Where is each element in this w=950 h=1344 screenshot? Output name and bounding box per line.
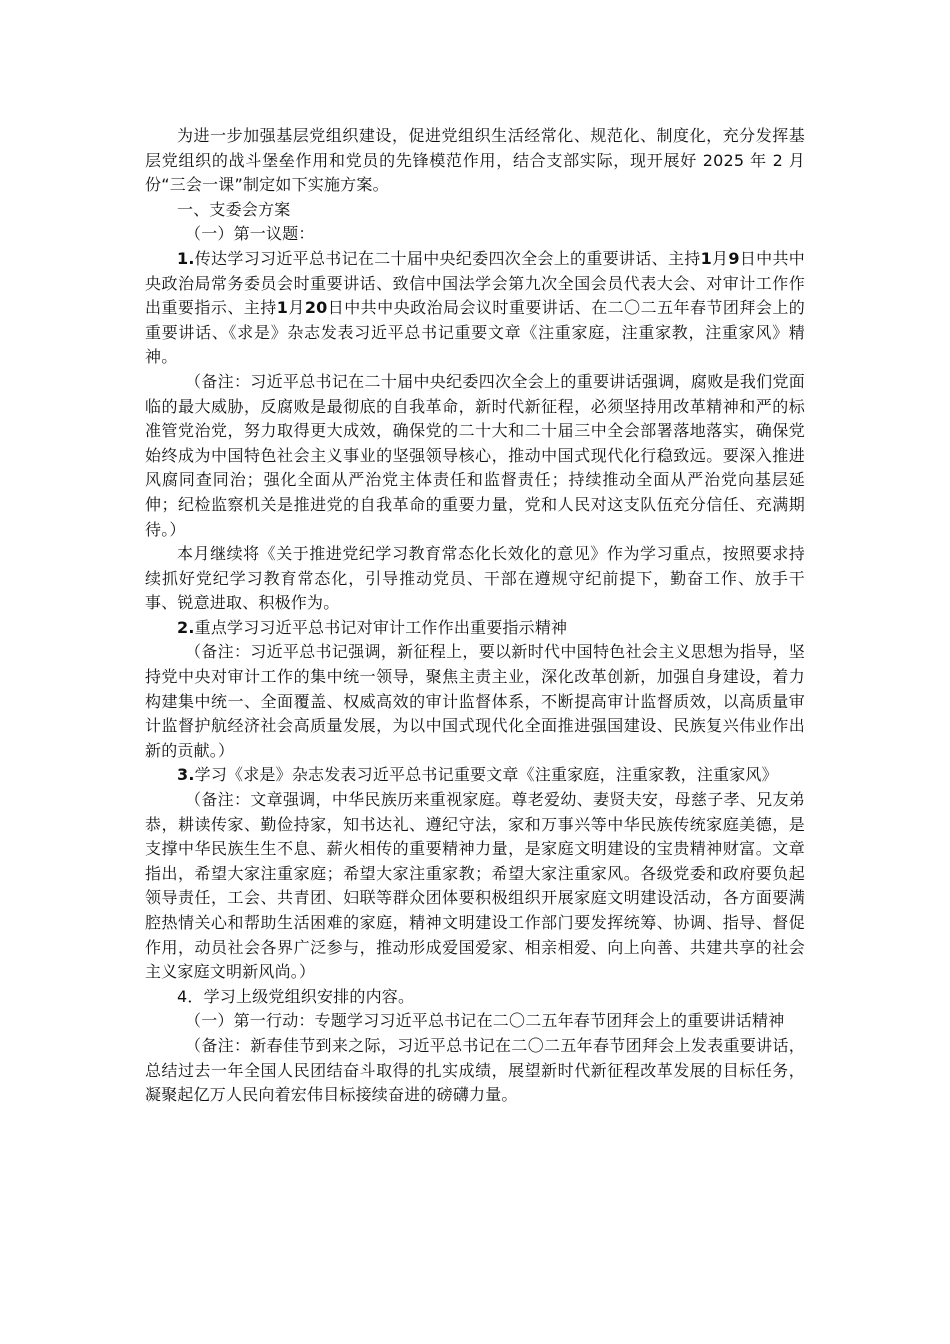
section-heading: 一、支委会方案 <box>177 199 291 219</box>
agenda-heading: （一）第一议题： <box>185 224 315 244</box>
note-4: （备注：新春佳节到来之际，习近平总书记在二〇二五年春节团拜会上发表重要讲话，总结过去一年全国人民团结奋斗取得的扎实成绩，展望新时代新征程改革发展的目标任务，凝聚起亿万人民向着宏伟目标接续奋进的磅礴力量。 <box>145 1035 805 1105</box>
item-1-number: 1. <box>177 248 195 268</box>
item-1-date-4: 20 <box>304 298 328 318</box>
document-body <box>145 124 805 1108</box>
item-3 <box>145 763 805 788</box>
item-1-text-c: 日中共中央政治局常务委员会时重要讲话、致信中国法学会第九次全国会员代表大会、对审计工作作出重要指示、主持 <box>145 248 805 318</box>
note-2: （备注：习近平总书记强调，新征程上，要以新时代中国特色社会主义思想为指导，坚持党中央对审计工作的集中统一领导，聚焦主责主业，深化改革创新，加强自身建设，着力构建集中统一、全面覆盖、权威高效的审计监督体系，不断提高审计监督质效，以高质量审计监督护航经济社会高质量发展，为以中国式现代化全面推进强国建设、民族复兴伟业作出新的贡献。） <box>145 642 805 760</box>
item-2-number: 2. <box>177 617 195 637</box>
item-3-number: 3. <box>177 765 195 785</box>
item-2 <box>145 616 805 641</box>
item-1-date-2: 9 <box>728 248 740 268</box>
item-2-text: 重点学习习近平总书记对审计工作作出重要指示精神 <box>194 617 568 637</box>
item-1-date-1: 1 <box>700 248 712 268</box>
item-4: 4．学习上级党组织安排的内容。 <box>177 986 415 1006</box>
item-1-text-d: 月 <box>288 298 305 318</box>
item-1-date-3: 1 <box>276 298 289 318</box>
item-3-text: 学习《求是》杂志发表习近平总书记重要文章《注重家庭，注重家教，注重家风》 <box>194 765 778 785</box>
item-1-text-b: 月 <box>711 248 729 268</box>
note-3: （备注：文章强调，中华民族历来重视家庭。尊老爱幼、妻贤夫安，母慈子孝、兄友弟恭，耕读传家、勤俭持家，知书达礼、遵纪守法，家和万事兴等中华民族传统家庭美德，是支撑中华民族生生不息、薪火相传的重要精神力量，是家庭文明建设的宝贵精神财富。文章指出，希望大家注重家庭；希望大家注重家教；希望大家注重家风。各级党委和政府要负起领导责任，工会、共青团、妇联等群众团体要积极组织开展家庭文明建设活动，各方面要满腔热情关心和帮助生活困难的家庭，精神文明建设工作部门要发挥统筹、协调、指导、督促作用，动员社会各界广泛参与，推动形成爱国爱家、相亲相爱、向上向善、共建共享的社会主义家庭文明新风尚。） <box>145 790 805 982</box>
intro-paragraph: 为进一步加强基层党组织建设，促进党组织生活经常化、规范化、制度化，充分发挥基层党组织的战斗堡垒作用和党员的先锋模范作用，结合支部实际，现开展好 2025 年 2 月份“三会一课”制定如下实施方案。 <box>145 126 805 195</box>
action-1: （一）第一行动：专题学习习近平总书记在二〇二五年春节团拜会上的重要讲话精神 <box>185 1011 785 1031</box>
item-1 <box>145 247 805 370</box>
note-1: （备注：习近平总书记在二十届中央纪委四次全会上的重要讲话强调，腐败是我们党面临的最大威胁，反腐败是最彻底的自我革命，新时代新征程，必须坚持用改革精神和严的标准管党治党，努力取得更大成效，确保党的二十大和二十届三中全会部署落地落实，确保党始终成为中国特色社会主义事业的坚强领导核心，推动中国式现代化行稳致远。要深入推进风腐同查同治；强化全面从严治党主体责任和监督责任；持续推动全面从严治党向基层延伸；纪检监察机关是推进党的自我革命的重要力量，党和人民对这支队伍充分信任、充满期待。） <box>145 371 805 539</box>
item-1-text-a: 传达学习习近平总书记在二十届中央纪委四次全会上的重要讲话、主持 <box>194 248 701 268</box>
item-1-text-e: 日中共中央政治局会议时重要讲话、在二〇二五年春节团拜会上的重要讲话、《求是》杂志发表习近平总书记重要文章《注重家庭，注重家教，注重家风》精神。 <box>145 298 805 367</box>
monthly-paragraph: 本月继续将《关于推进党纪学习教育常态化长效化的意见》作为学习重点，按照要求持续抓好党纪学习教育常态化，引导推动党员、干部在遵规守纪前提下，勤奋工作、放手干事、锐意进取、积极作为。 <box>145 544 805 613</box>
